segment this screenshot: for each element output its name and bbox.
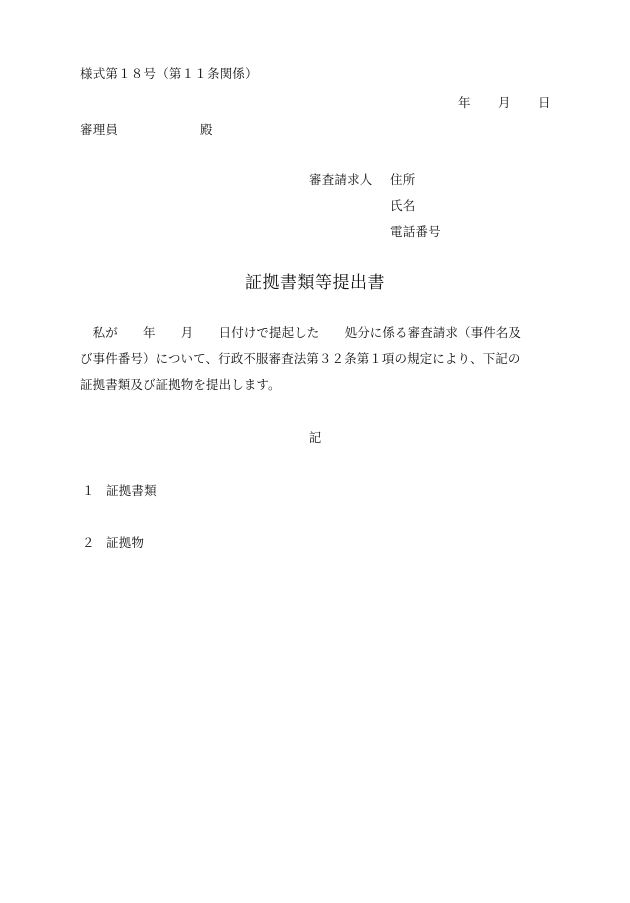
- item-number: １: [82, 483, 95, 498]
- date-day-label: 日: [538, 95, 551, 110]
- item-label-evidence-documents: 証拠書類: [106, 483, 157, 498]
- document-title: 証拠書類等提出書: [245, 273, 385, 293]
- address-label: 住所: [390, 172, 416, 187]
- date-year-label: 年: [458, 95, 471, 110]
- honorific: 殿: [200, 122, 213, 137]
- date-month-label: 月: [498, 95, 511, 110]
- ki-heading: 記: [308, 430, 322, 445]
- form-number: 様式第１８号（第１１条関係）: [80, 66, 258, 81]
- addressee: 審理員: [80, 122, 119, 137]
- body-text-line: 証拠書類及び証拠物を提出します。: [80, 377, 281, 392]
- body-text-line: び事件番号）について、行政不服審査法第３２条第１項の規定により、下記の: [80, 351, 521, 366]
- body-text-line: 私が 年 月 日付けで提起した 処分に係る審査請求（事件名及: [80, 325, 522, 340]
- item-label-evidence-objects: 証拠物: [106, 535, 145, 550]
- phone-label: 電話番号: [390, 224, 441, 239]
- name-label: 氏名: [390, 198, 416, 213]
- claimant-label: 審査請求人: [309, 172, 373, 187]
- item-number: ２: [82, 535, 95, 550]
